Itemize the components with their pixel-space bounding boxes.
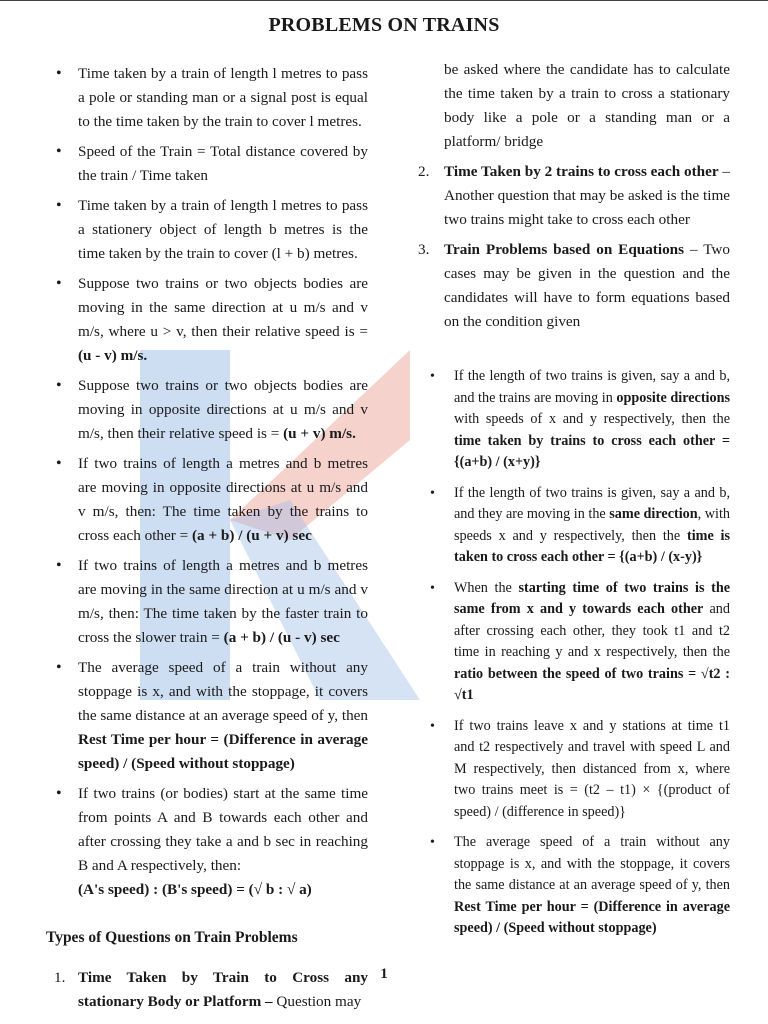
list-item: • If two trains (or bodies) start at the same time from points A and B towards each other and after crossing they take a and b sec in reaching B and A respectively, then: (A's speed) : (B's speed) = (√ b : √ a)	[46, 782, 368, 902]
list-item: • If the length of two trains is given, say a and b, and they are moving in the same direction, with speeds x and y respectively, then the time is taken to cross each other = {(a+b) / (x-y)}	[418, 483, 730, 569]
type-1-continuation: be asked where the candidate has to calculate the time taken by a train to cross a stationary body like a pole or a standing man or a platform/ bridge	[444, 61, 730, 150]
list-item: • Time taken by a train of length l metres to pass a pole or standing man or a signal post is equal to the time taken by the train to cover l metres.	[46, 62, 368, 134]
list-item: • Suppose two trains or two objects bodies are moving in opposite directions at u m/s and v m/s, then their relative speed is = (u + v) m/s.	[46, 374, 368, 446]
list-item: • If two trains of length a metres and b metres are moving in the same direction at u m/s and v m/s, then: The time taken by the faster train to cross the slower train = (a + b) / (u - v) sec	[46, 554, 368, 650]
list-item: • When the starting time of two trains is the same from x and y towards each other and after crossing each other, they took t1 and t2 time in reaching y and x respectively, then the ratio between the speed of two trains = √t2 : √t1	[418, 578, 730, 707]
page-number: 1	[380, 966, 388, 982]
list-item: 1. Time Taken by Train to Cross any stationary Body or Platform – Question may	[54, 969, 368, 1010]
rule-list	[418, 366, 730, 940]
list-item: • If two trains of length a metres and b metres are moving in opposite directions at u m/s and v m/s, then: The time taken by the trains to cross each other = (a + b) / (u + v) sec	[46, 452, 368, 548]
page-title: PROBLEMS ON TRAINS	[268, 14, 500, 36]
list-item: 2. Time Taken by 2 trains to cross each other – Another question that may be asked is the time two trains might take to cross each other	[418, 163, 730, 228]
list-item: • The average speed of a train without any stoppage is x, and with the stoppage, it covers the same distance at an average speed of y, then Rest Time per hour = (Difference in average speed) / (Speed without stoppage)	[46, 656, 368, 776]
list-item: • The average speed of a train without any stoppage is x, and with the stoppage, it covers the same distance at an average speed of y, then Rest Time per hour = (Difference in average speed) / (Speed without stoppage)	[418, 832, 730, 940]
types-list-cont	[418, 160, 730, 334]
list-item: • Speed of the Train = Total distance covered by the train / Time taken	[46, 140, 368, 188]
list-item: • Suppose two trains or two objects bodies are moving in the same direction at u m/s and v m/s, where u > v, then their relative speed is = (u - v) m/s.	[46, 272, 368, 368]
left-column	[46, 62, 368, 1020]
list-item: • If two trains leave x and y stations at time t1 and t2 respectively and travel with speed L and M respectively, then distanced from x, where two trains meet is = (t2 – t1) × {(product of speed) / (difference in speed)}	[418, 716, 730, 824]
right-column	[418, 58, 730, 949]
top-rule	[0, 0, 768, 1]
list-item: • If the length of two trains is given, say a and b, and the trains are moving in opposite directions with speeds of x and y respectively, then the time taken by trains to cross each other = {(a+b) / (x+y)}	[418, 366, 730, 474]
types-heading: Types of Questions on Train Problems	[46, 929, 298, 946]
list-item: • Time taken by a train of length l metres to pass a stationery object of length b metres is the time taken by the train to cover (l + b) metres.	[46, 194, 368, 266]
formula-list	[46, 62, 368, 902]
list-item: 3. Train Problems based on Equations – Two cases may be given in the question and the candidates will have to form equations based on the condition given	[418, 241, 730, 330]
